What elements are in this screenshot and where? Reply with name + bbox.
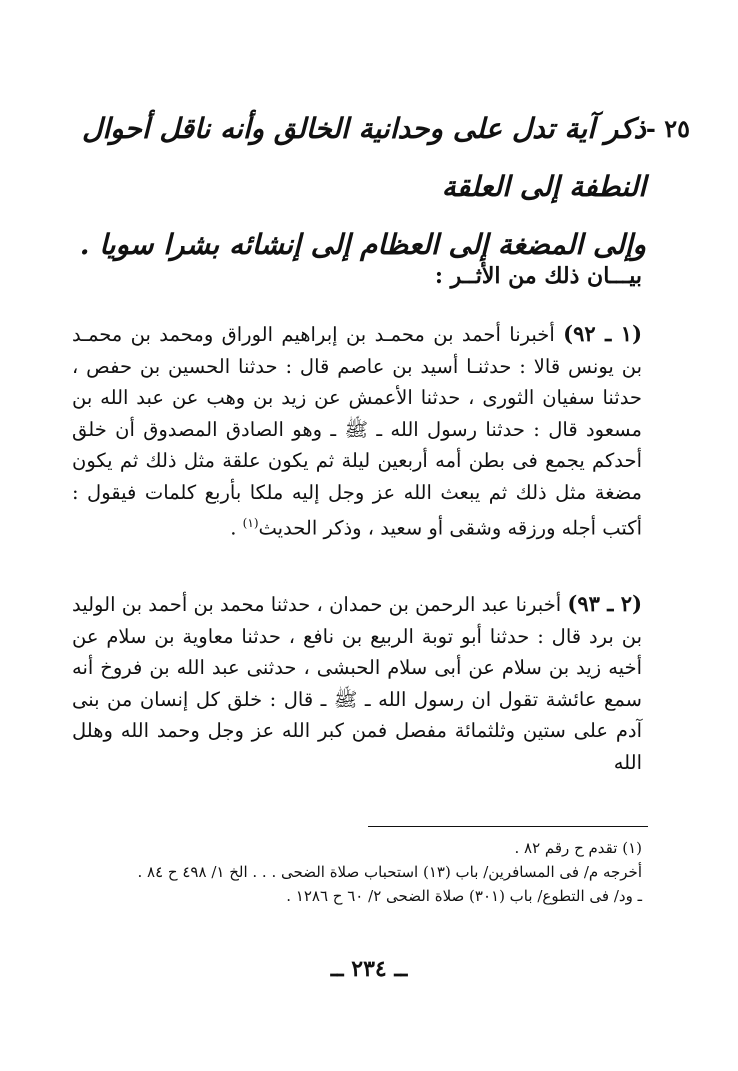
- page-number: ــ ٢٣٤ ــ: [330, 956, 408, 982]
- footnotes: [62, 836, 642, 908]
- footnote-line: (١) تقدم ح رقم ٨٢ .: [514, 839, 642, 857]
- chapter-heading: [66, 100, 646, 274]
- footnote-line: أخرجه م/ فى المسافرين/ باب (١٣) استحباب صلاة الضحى . . . الخ ١/ ٤٩٨ ح ٨٤ .: [137, 863, 642, 881]
- hadith-text: أخبرنا أحمد بن محمـد بن إبراهيم الوراق ومحمد بن محمـد بن يونس قالا : حدثنـا أسيد بن عاصم قال : حدثنا الحسين بن حفص ، حدثنا سفيان الثورى ، حدثنا الأعمش عن زيد بن وهب عن عبد الله بن مسعود قال : حدثنا رسول الله ـ ﷺ ـ وهو الصادق المصدوق أن خلق أحدكم يجمع فى بطن أمه أربعين ليلة ثم يكون علقة مثل ذلك ثم يكون مضغة مثل ذلك ثم يبعث الله عز وجل إليه ملكا بأربع كلمات فيقول : أكتب أجله ورزقه وشقى أو سعيد ، وذكر الحديث: [72, 323, 642, 540]
- hadith-paragraph-93: [72, 588, 642, 778]
- footnote-line: ـ ود/ فى التطوع/ باب (٣٠١) صلاة الضحى ٢/ ٦٠ ح ١٢٨٦ .: [286, 887, 642, 905]
- hadith-text: أخبرنا عبد الرحمن بن حمدان ، حدثنا محمد بن أحمد بن الوليد بن برد قال : حدثنا أبو توبة الربيع بن نافع ، حدثنا معاوية بن سلام عن أخيه زيد بن سلام عن أبى سلام الحبشى ، حدثنى عبد الله بن فروخ أنه سمع عائشة تقول ان رسول الله ـ ﷺ ـ قال : خلق كل إنسان من بنى آدم على ستين وثلثمائة مفصل فمن كبر الله عز وجل وحمد الله وهلل الله: [72, 593, 642, 774]
- footnote-divider: [368, 826, 648, 827]
- hadith-number: (٢ ـ ٩٣): [567, 591, 643, 616]
- chapter-heading-line-1: ذكر آية تدل على وحدانية الخالق وأنه ناقل أحوال النطفة إلى العلقة: [81, 112, 646, 203]
- hadith-text-end: .: [230, 516, 243, 540]
- hadith-number: (١ ـ ٩٢): [563, 321, 642, 346]
- chapter-heading-line-2: وإلى المضغة إلى العظام إلى إنشائه بشرا سويا .: [79, 228, 646, 261]
- hadith-paragraph-92: [72, 318, 642, 544]
- chapter-number: ٢٥ -: [645, 114, 690, 143]
- section-subheading: بيـــان ذلك من الأثــر :: [434, 263, 642, 289]
- footnote-reference: (١): [242, 516, 259, 530]
